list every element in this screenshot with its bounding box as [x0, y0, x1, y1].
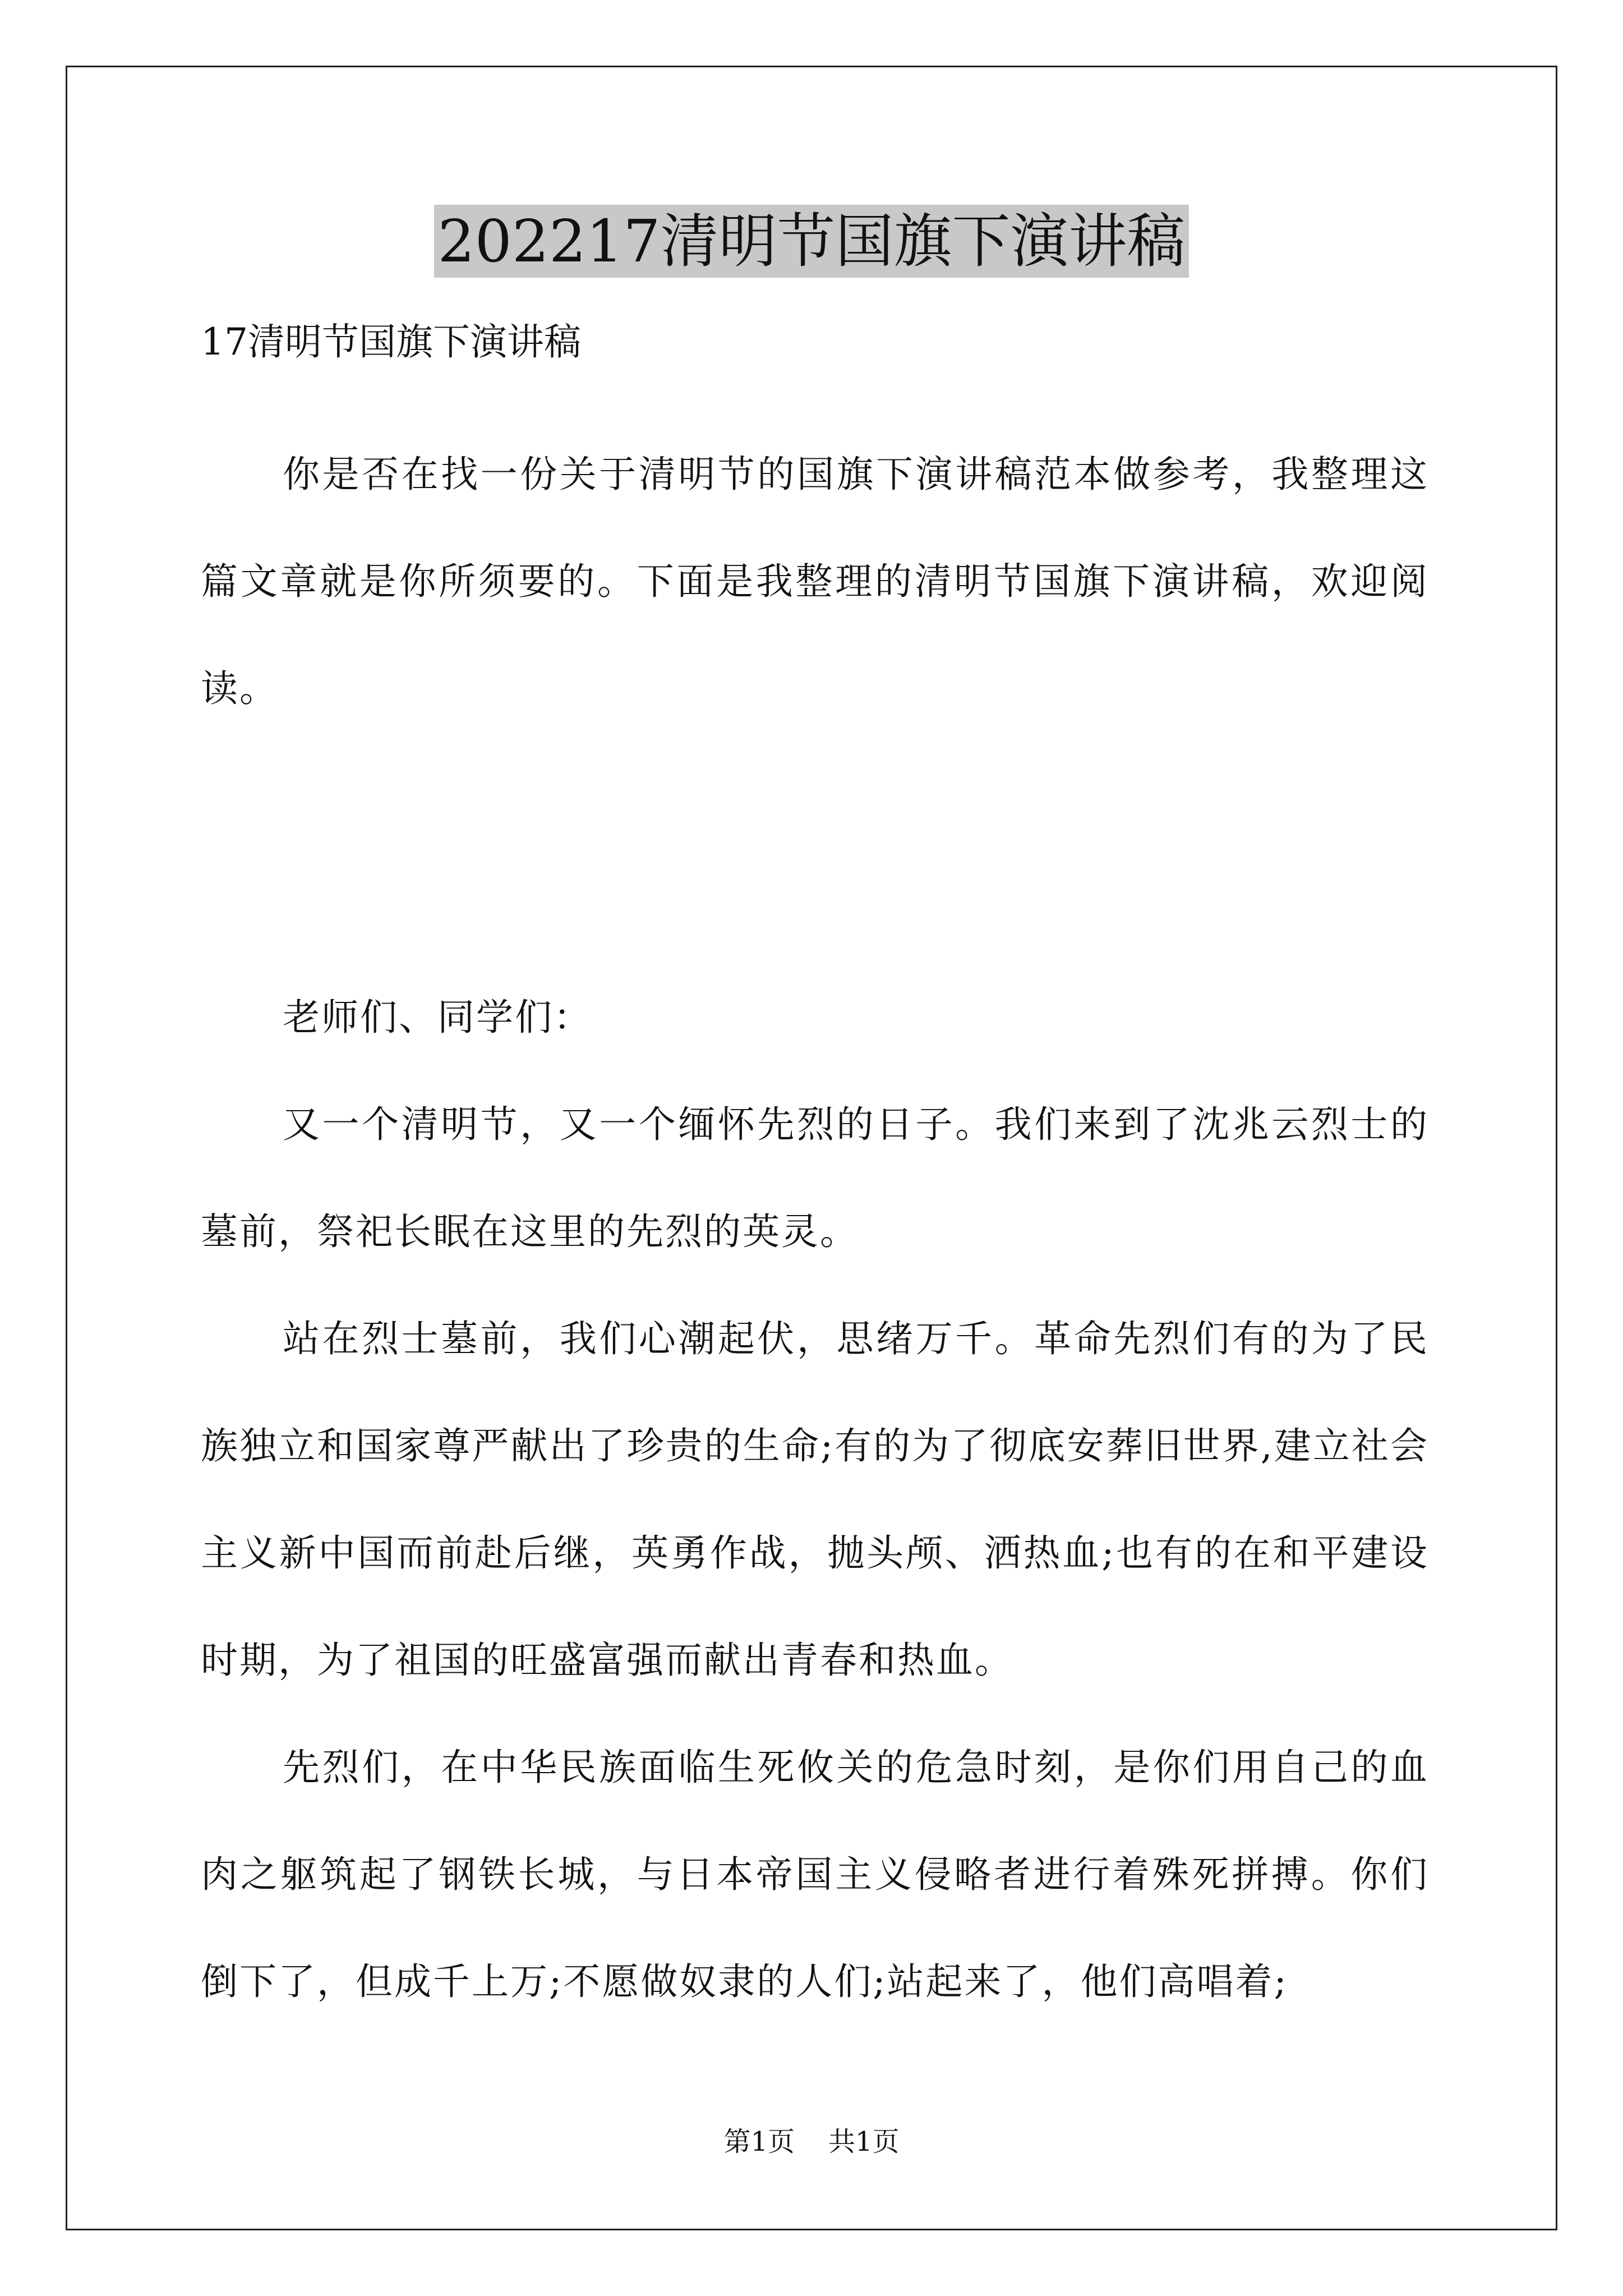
document-title	[0, 205, 1623, 278]
paragraph-greeting: 老师们、同学们：	[283, 996, 592, 1039]
document-subtitle: 17清明节国旗下演讲稿	[201, 320, 581, 364]
paragraph-body-3: 先烈们，在中华民族面临生死攸关的危急时刻，是你们用自己的血肉之躯筑起了钢铁长城，与日本帝国主义侵略者进行着殊死拼搏。你们倒下了，但成千上万;不愿做奴隶的人们;站起来了，他们高唱着;	[201, 1746, 1429, 2003]
paragraph-body-1: 又一个清明节，又一个缅怀先烈的日子。我们来到了沈兆云烈士的墓前，祭祀长眠在这里的先烈的英灵。	[201, 1103, 1429, 1253]
paragraph-body-2: 站在烈士墓前，我们心潮起伏，思绪万千。革命先烈们有的为了民族独立和国家尊严献出了珍贵的生命;有的为了彻底安葬旧世界,建立社会主义新中国而前赴后继，英勇作战，抛头颅、洒热血;也有的在和平建设时期，为了祖国的旺盛富强而献出青春和热血。	[201, 1317, 1429, 1682]
page-number: 第1页	[723, 2126, 795, 2157]
paragraph-intro: 你是否在找一份关于清明节的国旗下演讲稿范本做参考，我整理这篇文章就是你所须要的。下面是我整理的清明节国旗下演讲稿，欢迎阅读。	[201, 453, 1429, 710]
title-highlight: 202217清明节国旗下演讲稿	[434, 205, 1188, 278]
document-body	[201, 314, 1429, 2035]
page-footer	[0, 2125, 1623, 2159]
page-count: 共1页	[828, 2126, 900, 2157]
